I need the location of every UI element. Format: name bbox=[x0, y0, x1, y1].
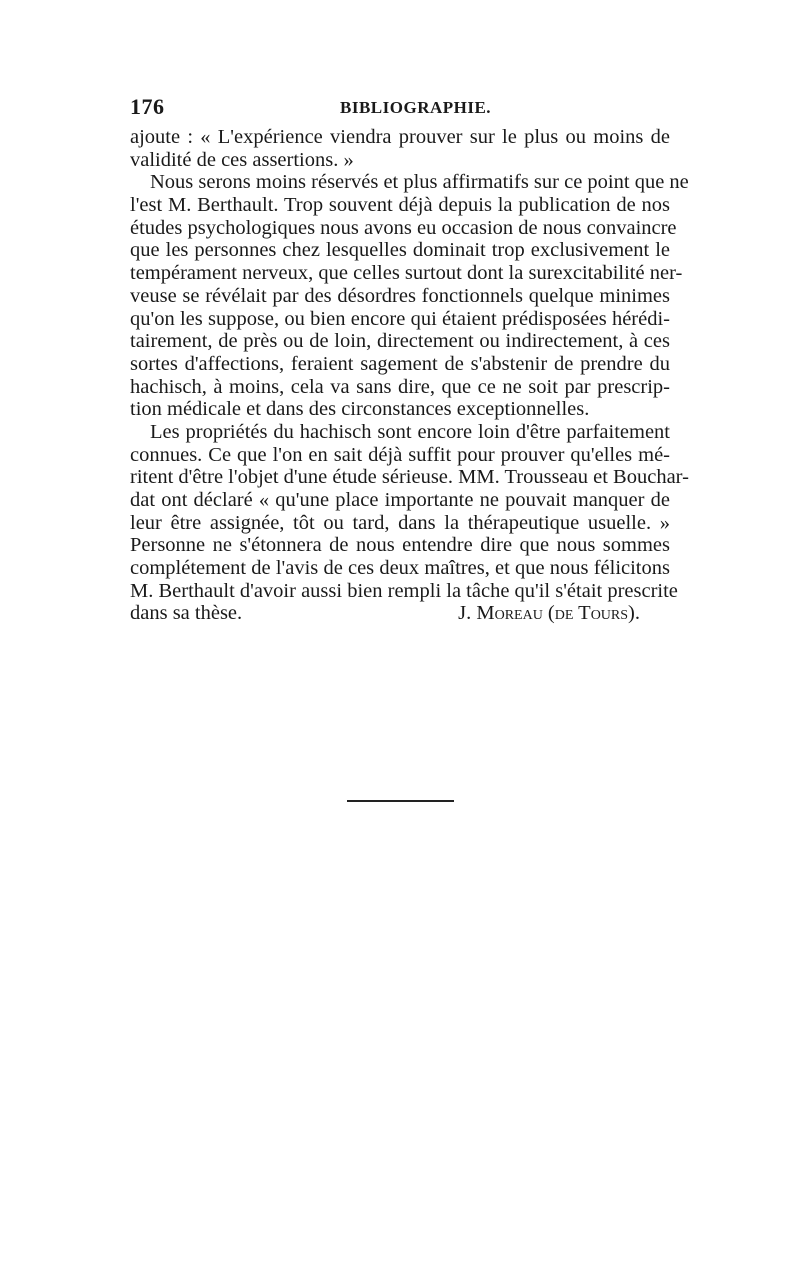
text-line: sortes d'affections, feraient sagement de s'abstenir de prendre du bbox=[130, 352, 670, 375]
closing-text: dans sa thèse. bbox=[130, 602, 243, 625]
closing-line bbox=[130, 602, 670, 625]
text-line: M. Berthault d'avoir aussi bien rempli la tâche qu'il s'était prescrite bbox=[130, 579, 678, 602]
text-line: dat ont déclaré « qu'une place importante ne pouvait manquer de bbox=[130, 489, 670, 511]
page-number: 176 bbox=[130, 94, 165, 119]
text-line: ritent d'être l'objet d'une étude sérieuse. MM. Trousseau et Bouchar- bbox=[130, 466, 689, 489]
body-text bbox=[130, 126, 689, 625]
text-line: l'est M. Berthault. Trop souvent déjà depuis la publication de nos bbox=[130, 194, 670, 217]
page-header bbox=[130, 94, 670, 122]
text-line: validité de ces assertions. » bbox=[130, 148, 354, 171]
author-signature: J. Moreau (de Tours). bbox=[458, 602, 640, 625]
text-line: ajoute : « L'expérience viendra prouver sur le plus ou moins de bbox=[130, 126, 670, 148]
text-line: que les personnes chez lesquelles dominait trop exclusivement le bbox=[130, 239, 670, 262]
text-line: tion médicale et dans des circonstances exceptionnelles. bbox=[130, 398, 590, 421]
text-line: leur être assignée, tôt ou tard, dans la thérapeutique usuelle. » bbox=[130, 511, 670, 534]
text-line: tairement, de près ou de loin, directement ou indirectement, à ces bbox=[130, 330, 670, 353]
text-line: connues. Ce que l'on en sait déjà suffit pour prouver qu'elles mé- bbox=[130, 443, 670, 466]
text-line: hachisch, à moins, cela va sans dire, que ce ne soit par prescrip- bbox=[130, 375, 670, 398]
text-line: études psychologiques nous avons eu occasion de nous convaincre bbox=[130, 216, 677, 239]
text-line: Les propriétés du hachisch sont encore loin d'être parfaitement bbox=[150, 420, 670, 443]
section-divider bbox=[347, 800, 454, 802]
text-line: Nous serons moins réservés et plus affirmatifs sur ce point que ne bbox=[150, 171, 689, 194]
text-line: Personne ne s'étonnera de nous entendre dire que nous sommes bbox=[130, 534, 670, 557]
running-title: BIBLIOGRAPHIE. bbox=[340, 98, 492, 117]
text-line: complétement de l'avis de ces deux maîtres, et que nous félicitons bbox=[130, 557, 670, 580]
text-line: veuse se révélait par des désordres fonctionnels quelque minimes bbox=[130, 284, 670, 307]
text-line: qu'on les suppose, ou bien encore qui étaient prédisposées hérédi- bbox=[130, 307, 670, 330]
text-line: tempérament nerveux, que celles surtout dont la surexcitabilité ner- bbox=[130, 262, 683, 285]
